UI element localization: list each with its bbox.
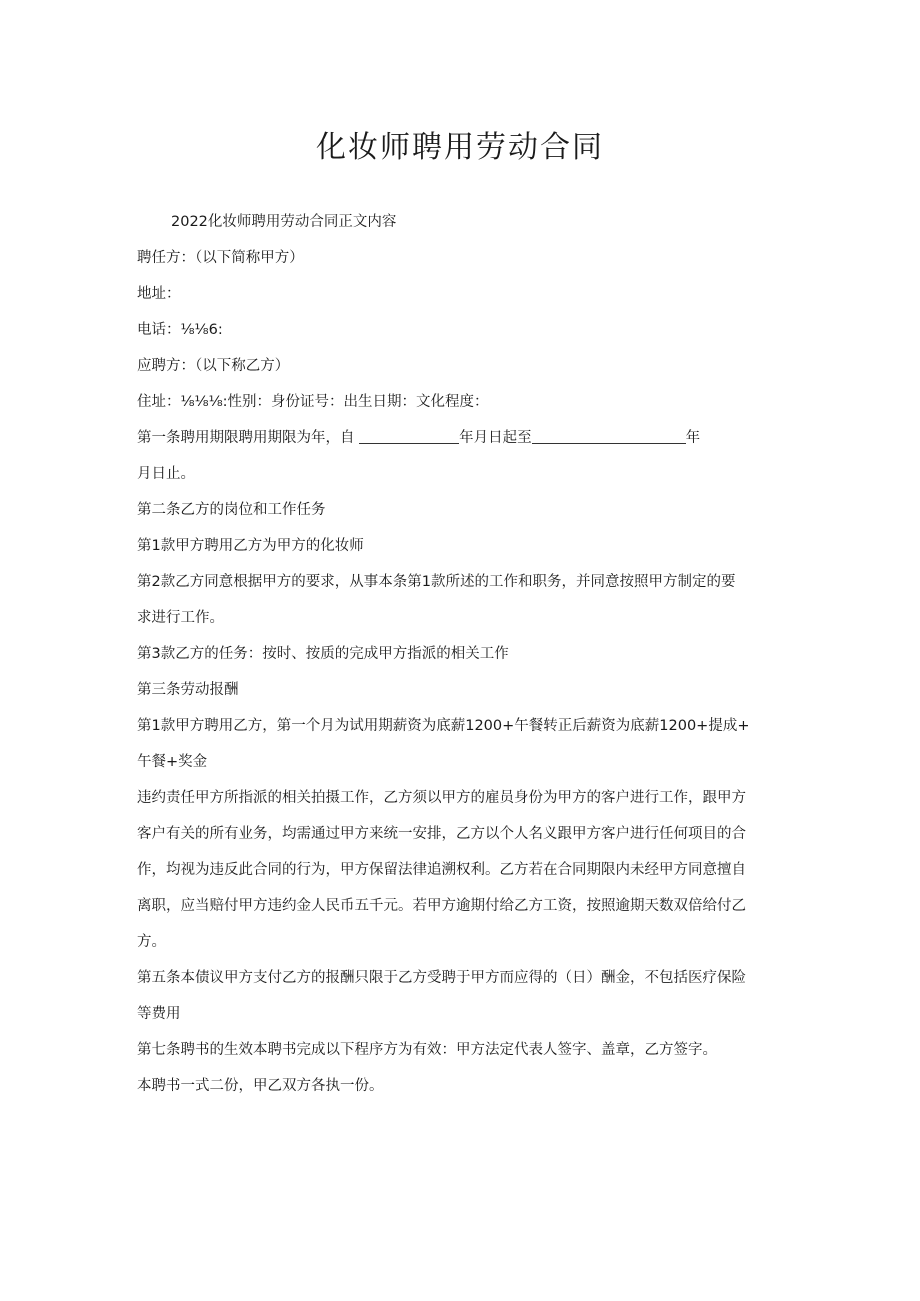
document-title: 化妆师聘用劳动合同 xyxy=(316,130,604,165)
end-date-blank xyxy=(532,425,686,444)
article-2-clause-2b: 求进行工作。 xyxy=(137,610,224,626)
article-7-line: 第七条聘书的生效本聘书完成以下程序方为有效：甲方法定代表人签字、盖章，乙方签字。 xyxy=(137,1042,717,1058)
term-line xyxy=(137,420,797,456)
article-2-clause-1: 第1款甲方聘用乙方为甲方的化妆师 xyxy=(137,538,364,554)
article-3-clause-1a: 第1款甲方聘用乙方，第一个月为试用期薪资为底薪1200+午餐转正后薪资为底薪1200+提成+ xyxy=(137,718,750,734)
copies-line: 本聘书一式二份，甲乙双方各执一份。 xyxy=(137,1078,384,1094)
term-end-line: 月日止。 xyxy=(137,466,195,482)
breach-line-e: 方。 xyxy=(137,934,166,950)
phone-line: 电话：⅛⅛6: xyxy=(137,322,223,338)
employer-line: 聘任方：（以下简称甲方） xyxy=(137,250,304,266)
document-body xyxy=(137,204,797,1104)
residence-line: 住址：⅛⅛⅛:性别：身份证号：出生日期：文化程度： xyxy=(137,394,489,410)
breach-line-c: 作，均视为违反此合同的行为，甲方保留法律追溯权利。乙方若在合同期限内未经甲方同意擅自 xyxy=(137,862,746,878)
term-text-c: 年 xyxy=(685,430,701,446)
breach-line-a: 违约责任甲方所指派的相关拍摄工作，乙方须以甲方的雇员身份为甲方的客户进行工作，跟甲方 xyxy=(137,790,746,806)
article-3-clause-1b: 午餐+奖金 xyxy=(137,754,208,770)
article-2-clause-3: 第3款乙方的任务：按时、按质的完成甲方指派的相关工作 xyxy=(137,646,509,662)
breach-line-d: 离职，应当赔付甲方违约金人民币五千元。若甲方逾期付给乙方工资，按照逾期天数双倍给付乙 xyxy=(137,898,746,914)
address-line: 地址： xyxy=(137,286,181,302)
term-text-b: 年月日起至 xyxy=(459,430,532,446)
employee-line: 应聘方：（以下称乙方） xyxy=(137,358,290,374)
article-3-heading: 第三条劳动报酬 xyxy=(137,682,239,698)
start-date-blank xyxy=(359,425,459,444)
article-5-line-b: 等费用 xyxy=(137,1006,181,1022)
term-text-a: 第一条聘用期限聘用期限为年，自 xyxy=(137,430,355,446)
subtitle-line: 2022化妆师聘用劳动合同正文内容 xyxy=(171,214,397,230)
article-5-line-a: 第五条本债议甲方支付乙方的报酬只限于乙方受聘于甲方而应得的（日）酬金，不包括医疗保险 xyxy=(137,970,746,986)
article-2-heading: 第二条乙方的岗位和工作任务 xyxy=(137,502,326,518)
article-2-clause-2a: 第2款乙方同意根据甲方的要求，从事本条第1款所述的工作和职务，并同意按照甲方制定的要 xyxy=(137,574,736,590)
breach-line-b: 客户有关的所有业务，均需通过甲方来统一安排，乙方以个人名义跟甲方客户进行任何项目的合 xyxy=(137,826,746,842)
